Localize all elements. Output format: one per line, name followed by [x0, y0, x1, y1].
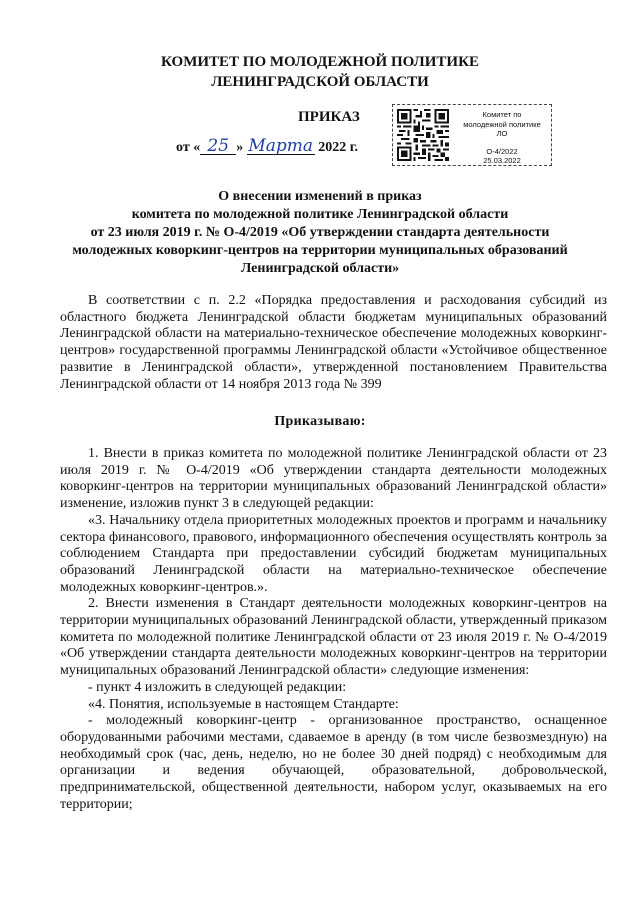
date-year: 2022 г. — [318, 140, 358, 155]
order-body — [60, 446, 607, 813]
order-word: Приказываю: — [274, 414, 366, 429]
order-subject — [50, 188, 590, 278]
preamble-paragraph: В соответствии с п. 2.2 «Порядка предоставления и расходования субсидий из областного бюджета Ленинградской области бюджетам муниципальных образований Ленинградской области на материально-техническое обеспечение молодежных коворкинг-центров» государственной программы Ленинградской области «Устойчивое общественное развитие в Ленинградской области», утвержденной постановлением Правительства Ленинградской области от 14 ноября 2013 года № 399 — [60, 293, 607, 392]
paragraph-quote-3: «3. Начальнику отдела приоритетных молодежных проектов и программ и начальнику сектора финансового, правового, информационного обеспечения осуществлять контроль за соблюдением Стандарта при предоставлении субсидий бюджетам муниципальных образований Ленинградской области на материально-техническое обеспечение молодежных коворкинг-центров.». — [60, 512, 607, 595]
order-title: ПРИКАЗ — [298, 109, 360, 125]
organization-header — [0, 52, 640, 92]
stamp-org-line2: молодежной политике — [463, 119, 541, 129]
organization-name-line2: ЛЕНИНГРАДСКОЙ ОБЛАСТИ — [211, 74, 429, 90]
date-mid: » — [236, 140, 244, 155]
paragraph-2: 2. Внести изменения в Стандарт деятельности молодежных коворкинг-центров на территории муниципальных образований Ленинградской области, утвержденный приказом комитета по молодежной политике Ленинградской области от 23 июля 2019 г. № О-4/2019 «Об утверждении стандарта деятельности молодежных коворкинг-центров на территории муниципальных образований Ленинградской области» следующие изменения: — [60, 596, 607, 679]
paragraph-item-4: - пункт 4 изложить в следующей редакции: — [88, 679, 347, 695]
registration-stamp — [392, 104, 552, 166]
date-month-handwritten: Марта — [248, 136, 314, 156]
organization-name-line1: КОМИТЕТ ПО МОЛОДЕЖНОЙ ПОЛИТИКЕ — [161, 54, 479, 70]
stamp-number: О-4/2022 — [486, 146, 518, 156]
preamble-block — [60, 293, 607, 393]
stamp-text — [455, 110, 549, 166]
subject-line5: Ленинградской области» — [240, 261, 400, 276]
subject-line4: молодежных коворкинг-центров на территории муниципальных образований — [72, 243, 568, 258]
stamp-org-line1: Комитет по — [482, 110, 522, 119]
stamp-org-line3: ЛО — [496, 129, 508, 138]
date-day-handwritten: 25 — [200, 138, 236, 155]
date-prefix: от « — [176, 140, 201, 155]
subject-line1: О внесении изменений в приказ — [218, 189, 422, 204]
stamp-date: 25.03.2022 — [483, 156, 521, 165]
order-date — [176, 138, 358, 156]
paragraph-concepts: «4. Понятия, используемые в настоящем Стандарте: — [88, 696, 399, 712]
qr-code-icon — [397, 109, 449, 161]
subject-line2: комитета по молодежной политике Ленинградской области — [131, 207, 509, 222]
paragraph-1: 1. Внести в приказ комитета по молодежной политике Ленинградской области от 23 июля 2019 г. № О-4/2019 «Об утверждении стандарта деятельности молодежных коворкинг-центров на территории муниципальных образований Ленинградской области» изменение, изложив пункт 3 в следующей редакции: — [60, 446, 607, 512]
paragraph-definition: - молодежный коворкинг-центр - организованное пространство, оснащенное оборудованными рабочими местами, сдаваемое в аренду (в том числе безвозмездную) на необходимый срок (час, день, неделю, но не более 30 дней подряд) с необходимым для организации и ведения обучающей, образовательной, добровольческой, предпринимательской, общественной деятельности, набором услуг, оказываемых на его территории; — [60, 713, 607, 812]
subject-line3: от 23 июля 2019 г. № О-4/2019 «Об утверждении стандарта деятельности — [90, 225, 550, 240]
